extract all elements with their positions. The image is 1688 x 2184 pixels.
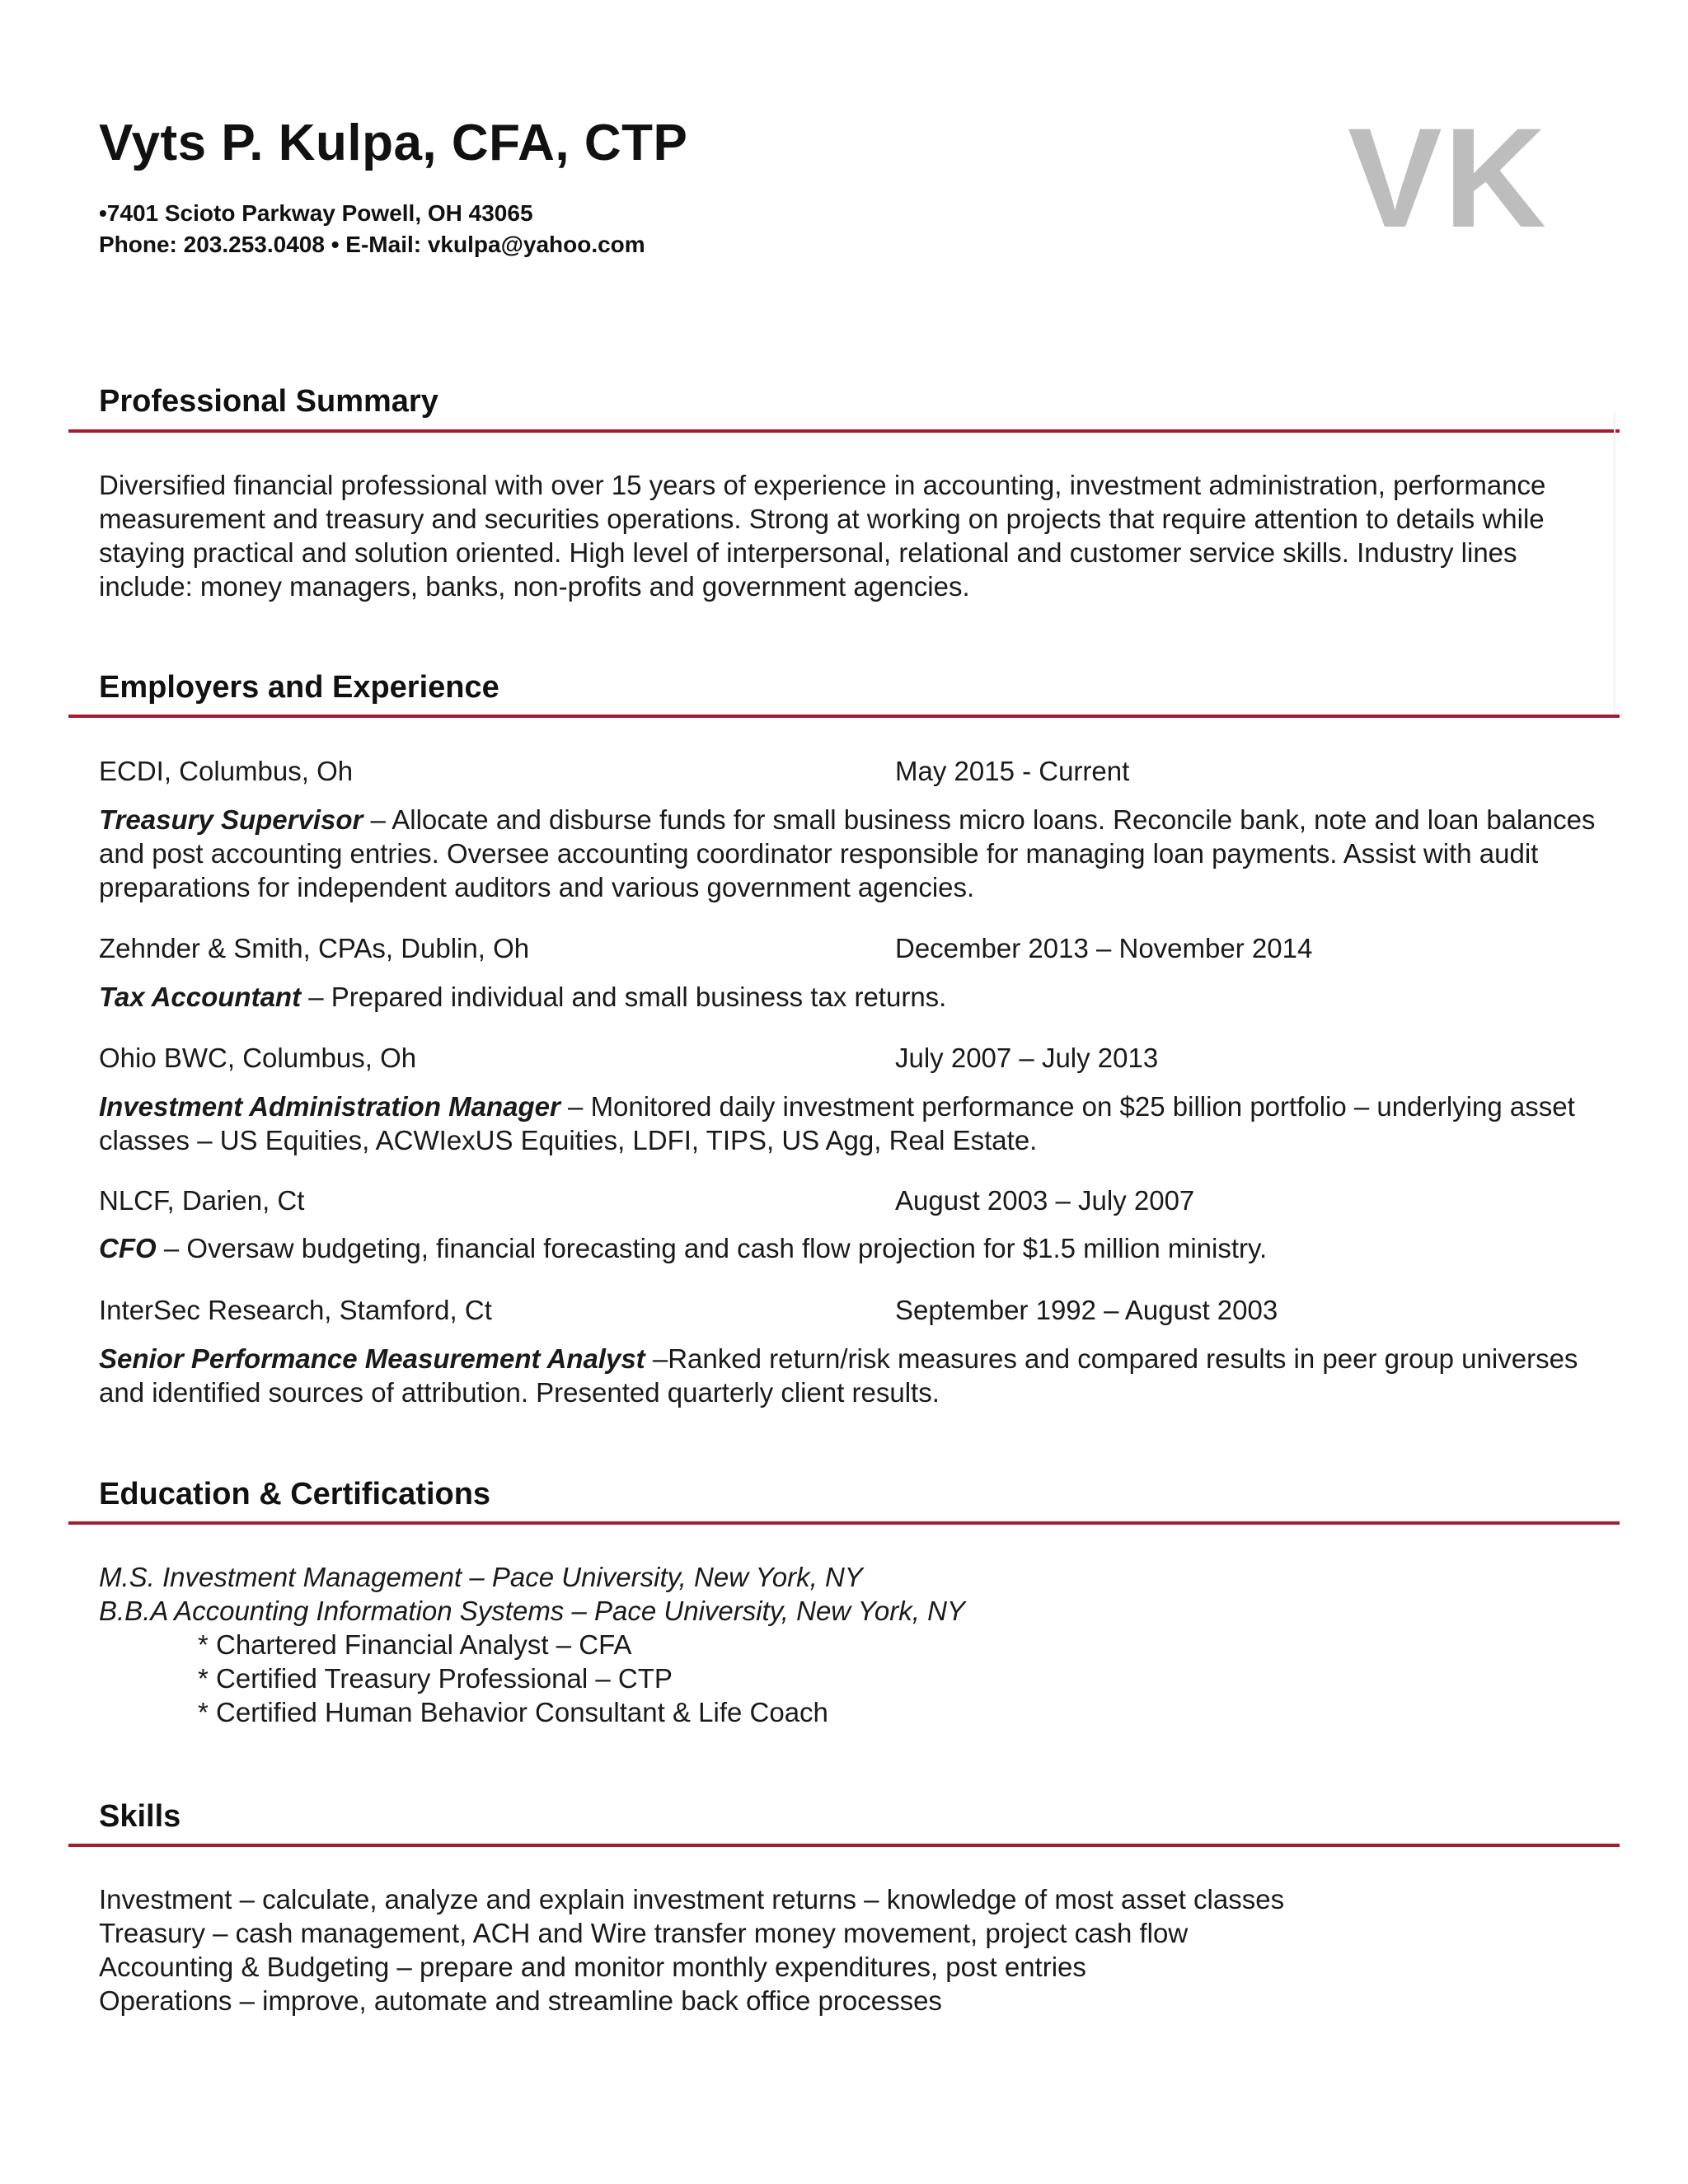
degree-item: B.B.A Accounting Information Systems – Pace University, New York, NY bbox=[99, 1596, 965, 1626]
section-divider bbox=[68, 429, 1620, 433]
job-employer: InterSec Research, Stamford, Ct bbox=[99, 1295, 492, 1325]
job-dates: December 2013 – November 2014 bbox=[895, 933, 1313, 963]
job-dates: August 2003 – July 2007 bbox=[895, 1185, 1195, 1216]
job-description bbox=[99, 980, 1599, 1014]
job-dates: September 1992 – August 2003 bbox=[895, 1295, 1278, 1325]
monogram: VK bbox=[1348, 99, 1548, 257]
job-description bbox=[99, 1342, 1599, 1409]
section-title-education: Education & Certifications bbox=[99, 1477, 491, 1511]
skill-item: Accounting & Budgeting – prepare and monitor monthly expenditures, post entries bbox=[99, 1952, 1086, 1982]
job-role: Investment Administration Manager bbox=[99, 1091, 560, 1122]
job-desc-text: – Allocate and disburse funds for small business micro loans. Reconcile bank, note and loan balances and post accounting entries. Oversee accounting coordinator responsible for managing loan payments. Assist with audit preparations for independent auditors and various government agencies. bbox=[99, 804, 1596, 902]
job-role: Treasury Supervisor bbox=[99, 804, 363, 835]
section-title-skills: Skills bbox=[99, 1799, 181, 1834]
cert-item: * Certified Human Behavior Consultant & Life Coach bbox=[198, 1697, 828, 1727]
job-employer: Ohio BWC, Columbus, Oh bbox=[99, 1043, 417, 1073]
job-role: Senior Performance Measurement Analyst bbox=[99, 1343, 645, 1374]
skill-item: Investment – calculate, analyze and explain investment returns – knowledge of most asset classes bbox=[99, 1884, 1285, 1915]
page-edge-line bbox=[1614, 412, 1615, 717]
job-employer: NLCF, Darien, Ct bbox=[99, 1185, 305, 1216]
job-description bbox=[99, 803, 1599, 904]
skill-item: Operations – improve, automate and streamline back office processes bbox=[99, 1985, 942, 2016]
job-description bbox=[99, 1231, 1599, 1265]
job-dates: July 2007 – July 2013 bbox=[895, 1043, 1159, 1073]
job-dates: May 2015 - Current bbox=[895, 756, 1130, 786]
job-desc-text: – Prepared individual and small business tax returns. bbox=[301, 982, 947, 1012]
degree-item: M.S. Investment Management – Pace University, New York, NY bbox=[99, 1562, 863, 1592]
skill-item: Treasury – cash management, ACH and Wire transfer money movement, project cash flow bbox=[99, 1918, 1189, 1948]
job-desc-text: – Monitored daily investment performance on $25 billion portfolio – underlying asset classes – US Equities, ACWIexUS Equities, LDFI, TIPS, US Agg, Real Estate. bbox=[99, 1091, 1575, 1155]
section-title-summary: Professional Summary bbox=[99, 384, 438, 419]
cert-item: * Certified Treasury Professional – CTP bbox=[198, 1663, 673, 1694]
section-divider bbox=[68, 1521, 1620, 1525]
job-desc-text: –Ranked return/risk measures and compared results in peer group universes and identified sources of attribution. Presented quarterly client results. bbox=[99, 1343, 1578, 1408]
summary-text: Diversified financial professional with over 15 years of experience in accounting, investment administration, performance measurement and treasury and securities operations. Strong at working on projects that require attention to details while staying practical and solution oriented. High level of interpersonal, relational and customer service skills. Industry lines include: money managers, banks, non-profits and government agencies. bbox=[99, 470, 1546, 602]
job-employer: ECDI, Columbus, Oh bbox=[99, 756, 354, 786]
job-desc-text: – Oversaw budgeting, financial forecasting and cash flow projection for $1.5 million ministry. bbox=[156, 1233, 1268, 1263]
address-line: •7401 Scioto Parkway Powell, OH 43065 bbox=[99, 200, 533, 226]
section-divider bbox=[68, 715, 1620, 718]
job-employer: Zehnder & Smith, CPAs, Dublin, Oh bbox=[99, 933, 530, 963]
job-description bbox=[99, 1090, 1599, 1157]
candidate-name: Vyts P. Kulpa, CFA, CTP bbox=[99, 115, 688, 171]
job-role: Tax Accountant bbox=[99, 982, 302, 1012]
cert-item: * Chartered Financial Analyst – CFA bbox=[198, 1629, 632, 1660]
job-role: CFO bbox=[99, 1233, 157, 1263]
section-divider bbox=[68, 1844, 1620, 1847]
section-title-experience: Employers and Experience bbox=[99, 670, 499, 705]
contact-line: Phone: 203.253.0408 • E-Mail: vkulpa@yahoo.com bbox=[99, 232, 645, 257]
